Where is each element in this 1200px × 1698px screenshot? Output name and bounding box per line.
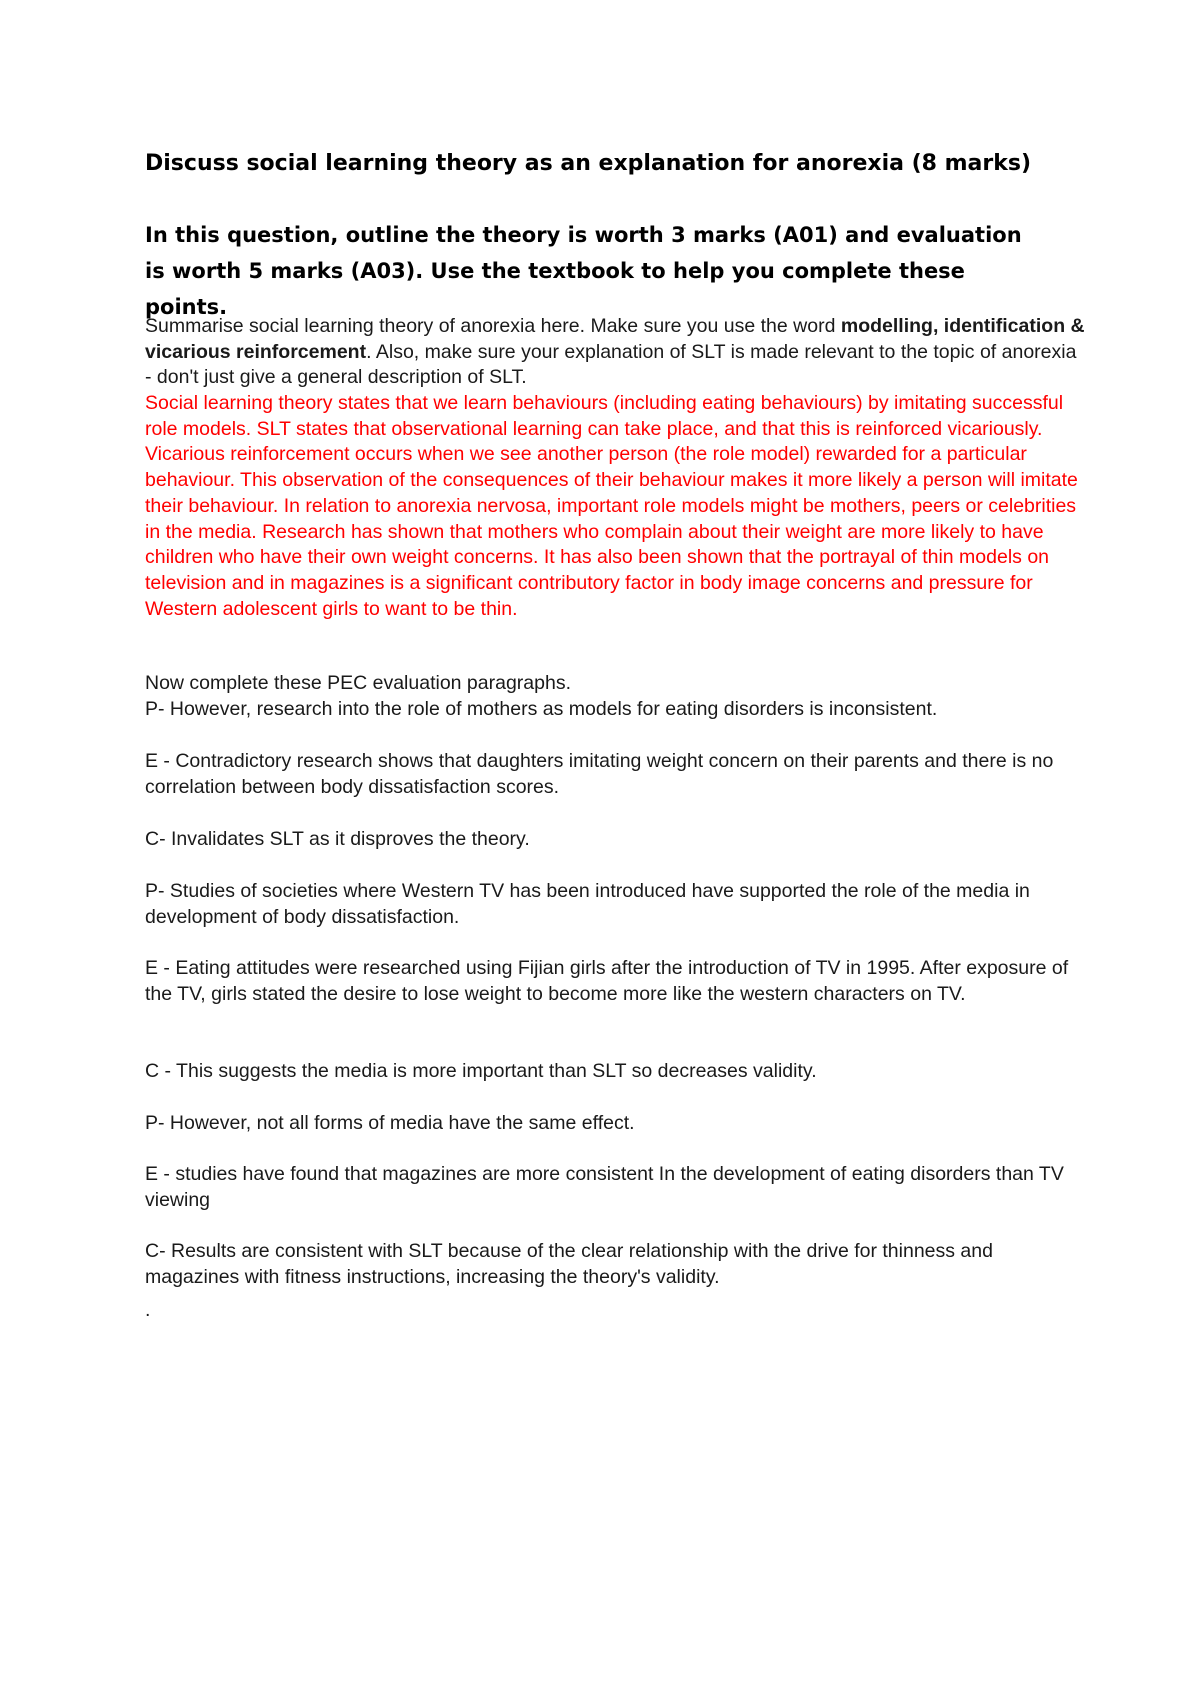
pec-paragraph-3-comment: C- Results are consistent with SLT because of the clear relationship with the drive for thinness and magazines with fitness instructions, increasing the theory's validity. xyxy=(145,1240,993,1288)
trailing-mark: . xyxy=(145,1299,151,1321)
student-answer: Social learning theory states that we learn behaviours (including eating behaviours) by imitating successful role models. SLT states that observational learning can take place, and that this is reinforced vicariously. Vicarious reinforcement occurs when we see another person (the role model) rewarded for a particular behaviour. This observation of the consequences of their behaviour makes it more likely a person will imitate their behaviour. In relation to anorexia nervosa, important role models might be mothers, peers or celebrities in the media. Research has shown that mothers who complain about their weight are more likely to have children who have their own weight concerns. It has also been shown that the portrayal of thin models on television and in magazines is a significant contributory factor in body image concerns and pressure for Western adolescent girls to want to be thin. xyxy=(145,392,1078,620)
summary-prompt-text-end: . Also, make sure your explanation of SLT is made relevant to the topic of anorexia - don't just give a general description of SLT. xyxy=(145,340,1077,389)
question-instructions: In this question, outline the theory is worth 3 marks (A01) and evaluation is worth 5 marks (A03). Use the textbook to help you complete these points. xyxy=(145,223,1022,319)
pec-paragraph-3-point: P- However, not all forms of media have the same effect. xyxy=(145,1112,635,1134)
pec-intro: Now complete these PEC evaluation paragraphs. xyxy=(145,672,571,694)
pec-paragraph-1-comment: C- Invalidates SLT as it disproves the theory. xyxy=(145,828,530,850)
pec-paragraph-2-evidence: E - Eating attitudes were researched using Fijian girls after the introduction of TV in 1995. After exposure of the TV, girls stated the desire to lose weight to become more like the western characters on TV. xyxy=(145,957,1069,1005)
summary-prompt xyxy=(145,314,1085,391)
pec-paragraph-2-comment: C - This suggests the media is more important than SLT so decreases validity. xyxy=(145,1060,817,1082)
page-title: Discuss social learning theory as an explanation for anorexia (8 marks) xyxy=(145,151,1032,176)
pec-paragraph-1-evidence: E - Contradictory research shows that daughters imitating weight concern on their parents and there is no correlation between body dissatisfaction scores. xyxy=(145,750,1054,798)
summary-prompt-text: Summarise social learning theory of anorexia here. Make sure you use the word xyxy=(145,315,841,337)
pec-paragraph-3-evidence: E - studies have found that magazines are more consistent In the development of eating disorders than TV viewing xyxy=(145,1163,1064,1211)
pec-paragraph-2-point: P- Studies of societies where Western TV has been introduced have supported the role of the media in development of body dissatisfaction. xyxy=(145,880,1030,928)
summary-keywords: modelling, identification & vicarious reinforcement xyxy=(145,315,1085,363)
pec-paragraph-1-point: P- However, research into the role of mothers as models for eating disorders is inconsistent. xyxy=(145,698,938,720)
